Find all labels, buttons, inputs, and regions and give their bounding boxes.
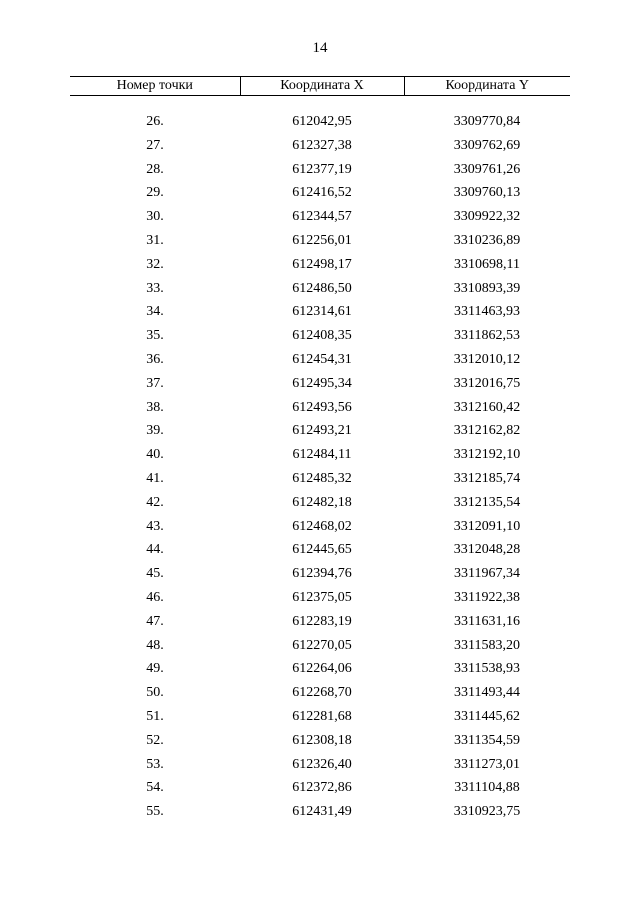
- cell-coordinate-x: 612454,31: [292, 351, 352, 367]
- table-row: [70, 205, 570, 229]
- cell-point-number: 26.: [146, 114, 164, 129]
- table-row: [70, 681, 570, 705]
- cell-coordinate-x: 612314,61: [292, 304, 352, 320]
- cell-coordinate-y: 3312160,42: [453, 399, 521, 415]
- table-row: [70, 705, 570, 729]
- page-number: 14: [312, 40, 328, 56]
- cell-coordinate-x: 612327,38: [292, 137, 352, 153]
- cell-point-number: 45.: [146, 566, 164, 582]
- cell-coordinate-x: 612283,19: [292, 613, 352, 629]
- cell-coordinate-x: 612394,76: [292, 566, 352, 582]
- cell-coordinate-x: 612372,86: [292, 780, 352, 796]
- cell-point-number: 31.: [146, 232, 164, 248]
- cell-coordinate-y: 3310698,11: [454, 256, 520, 272]
- cell-point-number: 40.: [146, 447, 164, 463]
- cell-point-number: 52.: [146, 732, 164, 748]
- cell-point-number: 33.: [146, 280, 164, 296]
- cell-point-number: 43.: [146, 518, 164, 534]
- table-row: [70, 634, 570, 658]
- cell-coordinate-x: 612268,70: [292, 685, 352, 701]
- cell-point-number: 30.: [146, 209, 164, 225]
- cell-coordinate-y: 3309762,69: [453, 137, 521, 153]
- cell-coordinate-y: 3309770,84: [453, 114, 521, 129]
- table-row: [70, 491, 570, 515]
- coordinates-table-container: [70, 76, 570, 824]
- cell-point-number: 29.: [146, 185, 164, 201]
- table-row: [70, 419, 570, 443]
- cell-coordinate-x: 612431,49: [292, 804, 352, 820]
- cell-point-number: 36.: [146, 351, 164, 367]
- cell-coordinate-x: 612468,02: [292, 518, 352, 534]
- cell-point-number: 49.: [146, 661, 164, 677]
- table-row: [70, 753, 570, 777]
- table-row: [70, 253, 570, 277]
- cell-coordinate-x: 612493,21: [292, 423, 352, 439]
- cell-coordinate-x: 612377,19: [292, 161, 352, 177]
- table-row: [70, 158, 570, 182]
- table-spacer: [70, 96, 570, 111]
- cell-coordinate-x: 612326,40: [292, 756, 352, 772]
- cell-coordinate-x: 612042,95: [292, 114, 352, 129]
- cell-coordinate-y: 3311631,16: [454, 613, 520, 629]
- cell-point-number: 54.: [146, 780, 164, 796]
- table-row: [70, 776, 570, 800]
- cell-point-number: 53.: [146, 756, 164, 772]
- cell-coordinate-y: 3309761,26: [453, 161, 521, 177]
- cell-coordinate-y: 3311273,01: [454, 756, 520, 772]
- cell-coordinate-y: 3310893,39: [453, 280, 521, 296]
- cell-point-number: 39.: [146, 423, 164, 439]
- table-row: [70, 181, 570, 205]
- cell-coordinate-y: 3311538,93: [454, 661, 520, 677]
- cell-coordinate-y: 3309760,13: [453, 185, 521, 201]
- table-row: [70, 348, 570, 372]
- cell-point-number: 46.: [146, 589, 164, 605]
- cell-coordinate-x: 612495,34: [292, 375, 352, 391]
- cell-point-number: 37.: [146, 375, 164, 391]
- table-header-row: [70, 77, 570, 96]
- cell-coordinate-y: 3311862,53: [454, 328, 520, 344]
- cell-point-number: 48.: [146, 637, 164, 653]
- cell-coordinate-x: 612375,05: [292, 589, 352, 605]
- table-row: [70, 610, 570, 634]
- cell-coordinate-x: 612445,65: [292, 542, 352, 558]
- table-row: [70, 515, 570, 539]
- table-row: [70, 562, 570, 586]
- cell-coordinate-x: 612344,57: [292, 209, 352, 225]
- table-row: [70, 396, 570, 420]
- cell-coordinate-x: 612281,68: [292, 708, 352, 724]
- cell-coordinate-x: 612482,18: [292, 494, 352, 510]
- table-row: [70, 324, 570, 348]
- cell-coordinate-y: 3311463,93: [454, 304, 520, 320]
- cell-coordinate-y: 3310923,75: [453, 804, 521, 820]
- cell-point-number: 32.: [146, 256, 164, 272]
- cell-point-number: 50.: [146, 685, 164, 701]
- table-row: [70, 443, 570, 467]
- cell-coordinate-y: 3312162,82: [453, 423, 521, 439]
- header-point-number: Номер точки: [70, 77, 240, 96]
- table-row: [70, 110, 570, 134]
- table-row: [70, 467, 570, 491]
- cell-coordinate-y: 3311354,59: [454, 732, 520, 748]
- table-row: [70, 229, 570, 253]
- cell-coordinate-y: 3312185,74: [453, 470, 521, 486]
- cell-coordinate-x: 612270,05: [292, 637, 352, 653]
- cell-coordinate-x: 612485,32: [292, 470, 352, 486]
- cell-coordinate-x: 612498,17: [292, 256, 352, 272]
- cell-coordinate-x: 612486,50: [292, 280, 352, 296]
- cell-coordinate-x: 612308,18: [292, 732, 352, 748]
- cell-coordinate-x: 612408,35: [292, 328, 352, 344]
- table-row: [70, 586, 570, 610]
- cell-coordinate-x: 612264,06: [292, 661, 352, 677]
- cell-point-number: 51.: [146, 708, 164, 724]
- cell-coordinate-y: 3311493,44: [454, 685, 520, 701]
- cell-point-number: 27.: [146, 137, 164, 153]
- cell-coordinate-y: 3312048,28: [453, 542, 521, 558]
- coordinates-table: [70, 76, 570, 824]
- table-header: [70, 77, 570, 96]
- table-row: [70, 800, 570, 824]
- cell-point-number: 28.: [146, 161, 164, 177]
- cell-coordinate-x: 612484,11: [292, 447, 352, 463]
- cell-coordinate-y: 3311967,34: [454, 566, 520, 582]
- table-row: [70, 372, 570, 396]
- cell-coordinate-y: 3311445,62: [454, 708, 520, 724]
- cell-coordinate-y: 3311583,20: [454, 637, 520, 653]
- cell-coordinate-x: 612493,56: [292, 399, 352, 415]
- cell-coordinate-y: 3312135,54: [453, 494, 521, 510]
- table-row: [70, 538, 570, 562]
- cell-coordinate-y: 3312010,12: [453, 351, 521, 367]
- cell-coordinate-y: 3312016,75: [453, 375, 521, 391]
- header-coordinate-y: Координата Y: [404, 77, 570, 96]
- header-coordinate-x: Координата X: [240, 77, 404, 96]
- cell-coordinate-x: 612416,52: [292, 185, 352, 201]
- cell-coordinate-y: 3312091,10: [453, 518, 521, 534]
- cell-point-number: 44.: [146, 542, 164, 558]
- cell-point-number: 42.: [146, 494, 164, 510]
- cell-point-number: 41.: [146, 470, 164, 486]
- cell-point-number: 35.: [146, 328, 164, 344]
- table-body: [70, 96, 570, 824]
- table-row: [70, 729, 570, 753]
- cell-point-number: 55.: [146, 804, 164, 820]
- table-row: [70, 300, 570, 324]
- cell-coordinate-y: 3310236,89: [453, 232, 521, 248]
- cell-coordinate-y: 3311104,88: [454, 780, 520, 796]
- table-row: [70, 657, 570, 681]
- cell-point-number: 38.: [146, 399, 164, 415]
- cell-coordinate-y: 3309922,32: [453, 209, 521, 225]
- cell-point-number: 47.: [146, 613, 164, 629]
- cell-coordinate-y: 3312192,10: [453, 447, 521, 463]
- cell-coordinate-x: 612256,01: [292, 232, 352, 248]
- table-row: [70, 134, 570, 158]
- cell-point-number: 34.: [146, 304, 164, 320]
- cell-coordinate-y: 3311922,38: [454, 589, 520, 605]
- table-row: [70, 277, 570, 301]
